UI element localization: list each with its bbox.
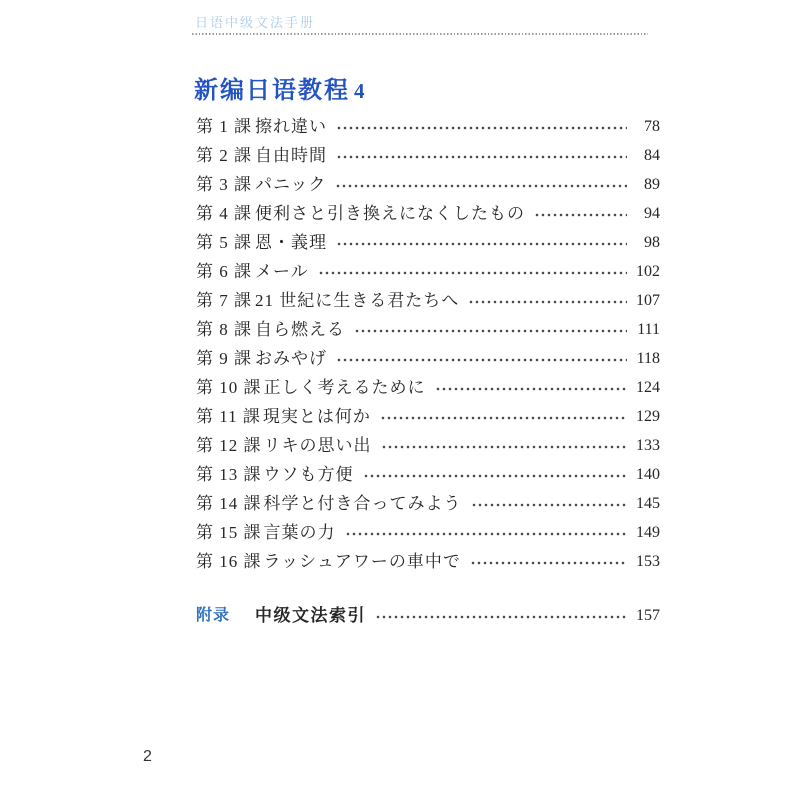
- lesson-page: 111: [637, 321, 660, 338]
- lesson-label: 第 16 課: [196, 552, 262, 571]
- dot-leader: [468, 300, 627, 304]
- lesson-title: おみやげ: [255, 349, 327, 368]
- toc-row: [196, 460, 660, 489]
- toc-list: [196, 112, 660, 576]
- lesson-title: 言葉の力: [263, 523, 336, 542]
- lesson-label: 第 12 課: [196, 436, 262, 455]
- toc-row: [196, 257, 660, 286]
- lesson-label: 第 15 課: [196, 523, 262, 542]
- toc-row: [196, 547, 660, 576]
- lesson-label: 第 7 課: [196, 291, 252, 310]
- lesson-page: 98: [644, 234, 660, 251]
- dot-leader: [363, 474, 628, 478]
- lesson-page: 94: [644, 205, 660, 222]
- page-title: [194, 70, 367, 105]
- lesson-label: 第 4 課: [196, 204, 252, 223]
- lesson-title: 便利さと引き換えになくしたもの: [255, 204, 525, 223]
- lesson-title: パニック: [255, 175, 327, 194]
- lesson-label: 第 8 課: [196, 320, 252, 339]
- lesson-page: 153: [636, 553, 660, 570]
- lesson-label: 第 6 課: [196, 262, 252, 281]
- page-title-text: 新编日语教程: [194, 77, 350, 104]
- toc-row: [196, 344, 660, 373]
- appendix-label: 附录: [196, 607, 231, 624]
- dot-leader: [345, 532, 628, 536]
- toc-row: [196, 373, 660, 402]
- lesson-page: 149: [636, 524, 660, 541]
- dot-leader: [534, 213, 627, 217]
- lesson-label: 第 10 課: [196, 378, 262, 397]
- dot-leader: [336, 126, 627, 130]
- lesson-title: メール: [255, 262, 309, 281]
- lesson-page: 89: [644, 176, 660, 193]
- dot-leader: [381, 445, 628, 449]
- page-title-volume: 4: [354, 79, 367, 103]
- dot-leader: [470, 561, 627, 565]
- toc-row: [196, 489, 660, 518]
- lesson-title: 擦れ違い: [255, 117, 327, 136]
- lesson-page: 133: [636, 437, 660, 454]
- lesson-page: 107: [636, 292, 660, 309]
- lesson-page: 84: [644, 147, 660, 164]
- header-dotted-rule: [192, 33, 648, 35]
- dot-leader: [318, 271, 627, 275]
- lesson-title: 恩・義理: [255, 233, 327, 252]
- toc-row: [196, 431, 660, 460]
- lesson-title: 自由時間: [255, 146, 327, 165]
- toc-row: [196, 228, 660, 257]
- lesson-label: 第 2 課: [196, 146, 252, 165]
- lesson-page: 140: [636, 466, 660, 483]
- lesson-page: 118: [636, 350, 660, 367]
- dot-leader: [380, 416, 627, 420]
- toc-row: [196, 199, 660, 228]
- toc-row: [196, 402, 660, 431]
- running-head: 日语中级文法手册: [195, 15, 316, 30]
- lesson-label: 第 1 課: [196, 117, 252, 136]
- dot-leader: [335, 184, 627, 188]
- toc-row: [196, 141, 660, 170]
- lesson-label: 第 14 課: [196, 494, 262, 513]
- lesson-page: 102: [636, 263, 660, 280]
- lesson-title: 自ら燃える: [255, 320, 345, 339]
- lesson-label: 第 3 課: [196, 175, 252, 194]
- toc-row: [196, 315, 660, 344]
- dot-leader: [471, 503, 628, 507]
- dot-leader: [336, 155, 627, 159]
- lesson-title: 正しく考えるために: [263, 378, 426, 397]
- toc-row: [196, 601, 660, 630]
- lesson-page: 129: [636, 408, 660, 425]
- toc-row: [196, 518, 660, 547]
- lesson-page: 145: [636, 495, 660, 512]
- lesson-title: 現実とは何か: [262, 407, 371, 426]
- lesson-page: 78: [644, 118, 660, 135]
- toc-row: [196, 286, 660, 315]
- appendix-page: 157: [636, 607, 660, 624]
- dot-leader: [336, 242, 627, 246]
- toc-row: [196, 112, 660, 141]
- lesson-page: 124: [636, 379, 660, 396]
- lesson-title: 科学と付き合ってみよう: [263, 494, 462, 513]
- appendix-row: [196, 601, 660, 630]
- lesson-title: ウソも方便: [263, 465, 354, 484]
- page-number: 2: [143, 748, 152, 765]
- dot-leader: [435, 387, 628, 391]
- dot-leader: [375, 615, 627, 619]
- lesson-title: 21 世紀に生きる君たちへ: [255, 291, 460, 310]
- lesson-title: リキの思い出: [263, 436, 372, 455]
- lesson-title: ラッシュアワーの車中で: [263, 552, 461, 571]
- dot-leader: [354, 329, 627, 333]
- dot-leader: [336, 358, 627, 362]
- lesson-label: 第 5 課: [196, 233, 252, 252]
- toc-row: [196, 170, 660, 199]
- lesson-label: 第 13 課: [196, 465, 262, 484]
- appendix-title: 中级文法索引: [255, 606, 366, 625]
- lesson-label: 第 9 課: [196, 349, 252, 368]
- lesson-label: 第 11 課: [196, 407, 261, 426]
